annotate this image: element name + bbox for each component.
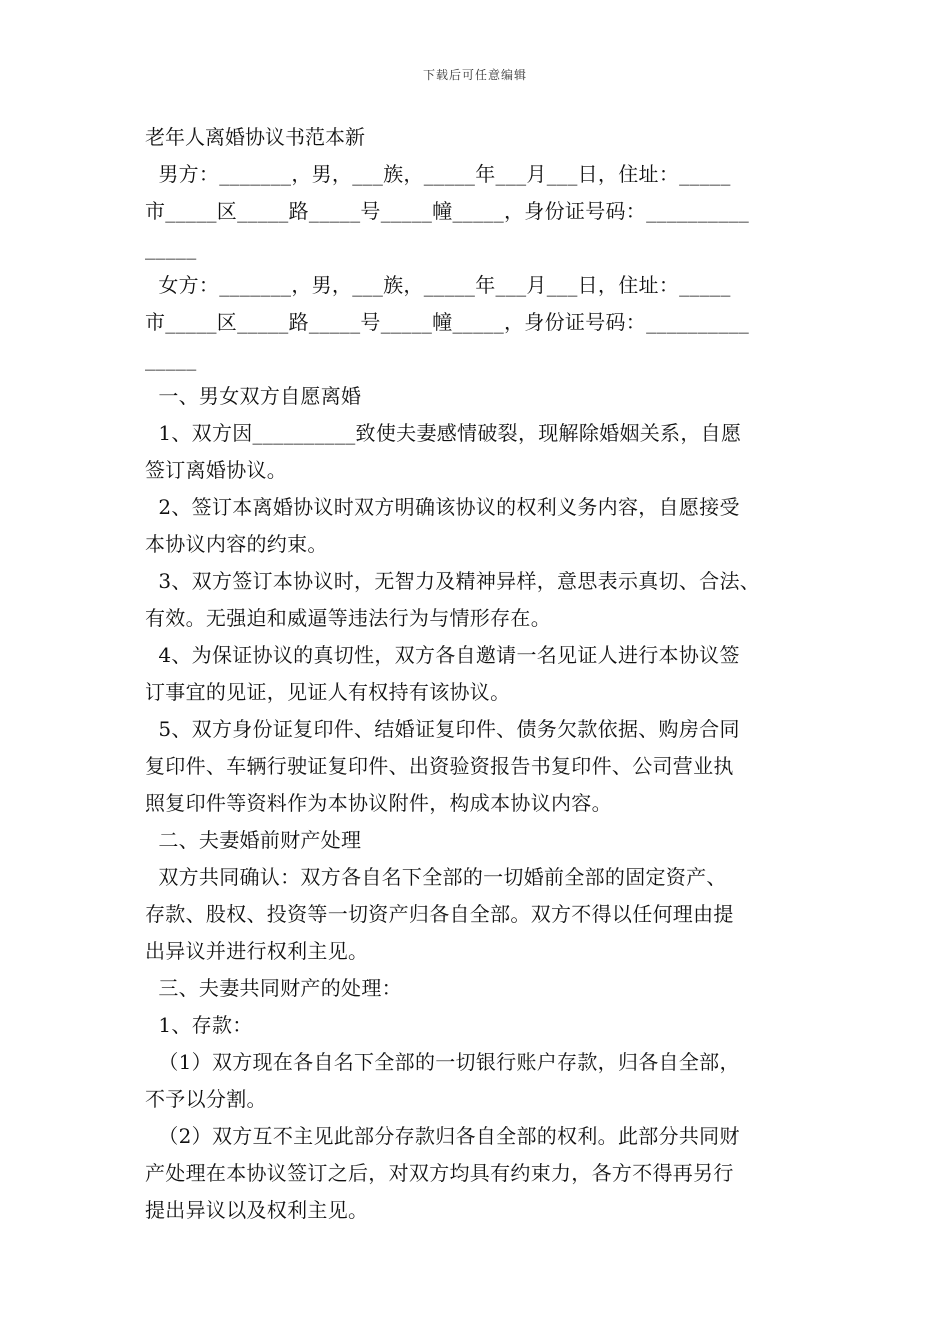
document-line: 男方：_______，男，___族，_____年___月___日，住址：_____ [145, 162, 731, 186]
document-line: （1）双方现在各自名下全部的一切银行账户存款，归各自全部， [145, 1050, 740, 1074]
document-line: 有效。无强迫和威逼等违法行为与情形存在。 [145, 606, 551, 630]
document-line: 市_____区_____路_____号_____幢_____，身份证号码：__________ [145, 199, 750, 223]
document-line: 双方共同确认：双方各自名下全部的一切婚前全部的固定资产、 [145, 865, 727, 889]
document-line: 3、双方签订本协议时，无智力及精神异样，意思表示真切、合法、 [145, 569, 761, 593]
document-title: 老年人离婚协议书范本新 [145, 125, 365, 149]
document-line: 不予以分割。 [145, 1087, 267, 1111]
document-line: 女方：_______，男，___族，_____年___月___日，住址：_____ [145, 273, 731, 297]
document-line: 签订离婚协议。 [145, 458, 288, 482]
document-line: 本协议内容的约束。 [145, 532, 328, 556]
header-note: 下载后可任意编辑 [422, 68, 527, 82]
document-line: 产处理在本协议签订之后，对双方均具有约束力，各方不得再另行 [145, 1161, 734, 1185]
document-line: 1、存款： [145, 1013, 253, 1037]
document-line: _____ [145, 236, 197, 260]
document-line: 市_____区_____路_____号_____幢_____，身份证号码：__________ [145, 310, 750, 334]
document-line: _____ [145, 347, 197, 371]
document-line: 2、签订本离婚协议时双方明确该协议的权利义务内容，自愿接受 [145, 495, 740, 519]
document-line: 照复印件等资料作为本协议附件，构成本协议内容。 [145, 791, 612, 815]
document-line: 复印件、车辆行驶证复印件、出资验资报告书复印件、公司营业执 [145, 754, 734, 778]
document-paragraphs [145, 156, 810, 1229]
document-line: 三、夫妻共同财产的处理： [145, 976, 402, 1000]
document-line: 4、为保证协议的真切性，双方各自邀请一名见证人进行本协议签 [145, 643, 740, 667]
document-line: 提出异议以及权利主见。 [145, 1198, 369, 1222]
document-line: 1、双方因__________致使夫妻感情破裂，现解除婚姻关系，自愿 [145, 421, 742, 445]
document-line: （2）双方互不主见此部分存款归各自全部的权利。此部分共同财 [145, 1124, 740, 1148]
document-line: 存款、股权、投资等一切资产归各自全部。双方不得以任何理由提 [145, 902, 734, 926]
document-line: 二、夫妻婚前财产处理 [145, 828, 362, 852]
document-line: 5、双方身份证复印件、结婚证复印件、债务欠款依据、购房合同 [145, 717, 740, 741]
document-body [145, 118, 810, 1229]
document-line: 出异议并进行权利主见。 [145, 939, 369, 963]
document-line: 一、男女双方自愿离婚 [145, 384, 362, 408]
document-line: 订事宜的见证，见证人有权持有该协议。 [145, 680, 511, 704]
